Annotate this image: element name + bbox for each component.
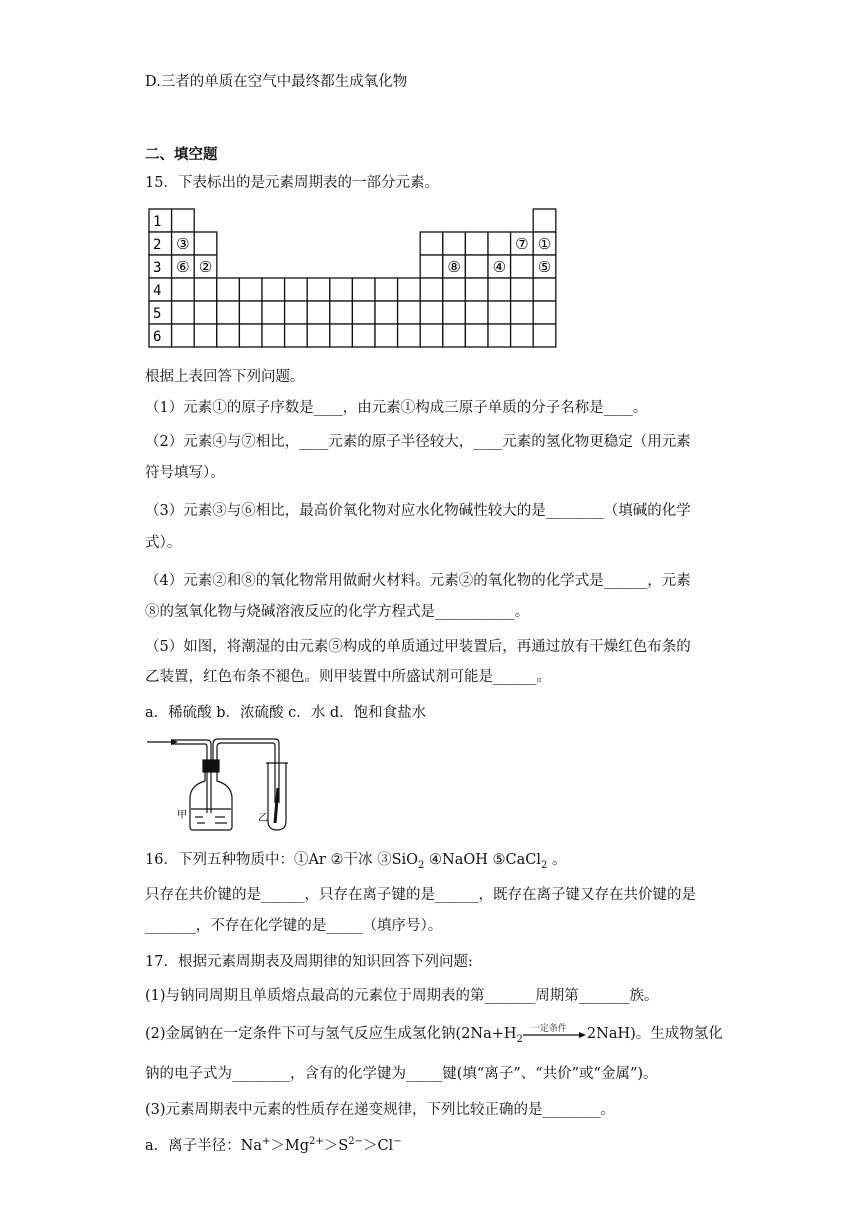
- table-cell: [217, 301, 240, 324]
- q17-sub2-line2: 钠的电子式为________，含有的化学键为_____键(填“离子”、“共价”或“金属”)。: [145, 1066, 658, 1082]
- table-cell: [352, 324, 375, 347]
- section-title: 二、填空题: [145, 146, 218, 163]
- table-cell: [465, 255, 488, 278]
- element-mark: ⑤: [537, 258, 552, 276]
- table-cell: [330, 301, 353, 324]
- table-cell: [194, 301, 217, 324]
- opt-a-prefix: a．离子半径：Na: [145, 1138, 262, 1154]
- q15-intro: 根据上表回答下列问题。: [145, 369, 305, 385]
- table-cell: [443, 232, 466, 255]
- q16-stem-end: 。: [547, 852, 567, 868]
- q15-sub5-line2: 乙装置，红色布条不褪色。则甲装置中所盛试剂可能是______。: [145, 669, 551, 685]
- table-cell: [194, 324, 217, 347]
- table-cell: [239, 278, 262, 301]
- table-cell: [420, 255, 443, 278]
- table-cell: [239, 324, 262, 347]
- table-cell: [262, 278, 285, 301]
- table-cell: [239, 301, 262, 324]
- q15-sub3-line2: 式）。: [145, 535, 182, 551]
- q15-sub5-line1: （5）如图，将潮湿的由元素⑤构成的单质通过甲装置后，再通过放有干燥红色布条的: [145, 639, 691, 655]
- table-cell: [511, 301, 534, 324]
- element-mark: ④: [492, 258, 507, 276]
- table-cell: [262, 324, 285, 347]
- opt-a-s: ＞S: [323, 1138, 349, 1154]
- table-cell: [488, 324, 511, 347]
- element-mark: ⑥: [176, 258, 190, 276]
- period-label: 5: [153, 306, 162, 322]
- table-cell: [488, 301, 511, 324]
- q17-sub2-prefix: (2)金属钠在一定条件下可与氢气反应生成氢化钠(2Na+H: [145, 1026, 517, 1042]
- table-cell: [465, 232, 488, 255]
- table-cell: [488, 278, 511, 301]
- arrow-condition-label: 一定条件: [530, 1024, 567, 1034]
- q17-option-a: [145, 1135, 402, 1157]
- table-cell: [488, 232, 511, 255]
- table-cell: [443, 278, 466, 301]
- element-mark: ⑦: [515, 235, 529, 253]
- table-cell: [172, 209, 195, 232]
- table-cell: [420, 324, 443, 347]
- q16-stem-prefix: 16．下列五种物质中：①Ar ②干冰 ③SiO: [145, 852, 419, 868]
- period-label: 1: [153, 214, 162, 230]
- table-cell: [352, 278, 375, 301]
- periodic-table-figure: [145, 206, 557, 348]
- q15-sub2-line2: 符号填写）。: [145, 465, 225, 481]
- element-mark: ③: [176, 235, 190, 253]
- table-cell: [352, 301, 375, 324]
- q16-stem-mid: ④NaOH ⑤CaCl: [424, 852, 541, 868]
- table-cell: [533, 209, 556, 232]
- element-mark: ⑧: [447, 258, 461, 276]
- period-label: 2: [153, 237, 162, 253]
- table-cell: [194, 278, 217, 301]
- table-cell: [285, 278, 308, 301]
- table-cell: [511, 324, 534, 347]
- table-cell: [420, 301, 443, 324]
- q16-cacl2-subscript: 2: [540, 859, 548, 871]
- q15-sub2-line1: （2）元素④与⑦相比，____元素的原子半径较大，____元素的氢化物更稳定（用元素: [145, 434, 691, 450]
- table-cell: [420, 278, 443, 301]
- table-cell: [465, 301, 488, 324]
- table-cell: [533, 324, 556, 347]
- apparatus-label-yi: 乙: [258, 813, 268, 824]
- table-cell: [420, 232, 443, 255]
- q16-line2: 只存在共价键的是______，只存在离子键的是______，既存在离子键又存在共价键的是: [145, 887, 696, 903]
- mg-charge: 2+: [309, 1136, 324, 1148]
- q17-sub3: (3)元素周期表中元素的性质存在递变规律，下列比较正确的是________。: [145, 1102, 616, 1118]
- table-cell: [172, 324, 195, 347]
- table-cell: [443, 301, 466, 324]
- period-label: 4: [153, 283, 162, 299]
- q17-sub2-line1: [145, 1023, 723, 1045]
- element-mark: ②: [198, 258, 213, 276]
- q16-stem: [145, 849, 566, 871]
- q15-options: a．稀硫酸 b．浓硫酸 c．水 d．饱和食盐水: [145, 705, 427, 721]
- table-cell: [398, 278, 421, 301]
- table-cell: [375, 301, 398, 324]
- table-cell: [285, 324, 308, 347]
- q16-line3: _______，不存在化学键的是_____（填序号）。: [145, 918, 443, 934]
- q15-sub4-line2: ⑧的氢氧化物与烧碱溶液反应的化学方程式是___________。: [145, 604, 530, 620]
- reaction-arrow: [523, 1024, 587, 1041]
- h2-subscript: 2: [516, 1033, 523, 1045]
- q17-sub1: (1)与钠同周期且单质熔点最高的元素位于周期表的第_______周期第_______族。: [145, 988, 659, 1004]
- table-cell: [307, 278, 330, 301]
- q16-sio2-subscript: 2: [418, 859, 425, 871]
- table-cell: [172, 278, 195, 301]
- na-charge: +: [261, 1136, 271, 1148]
- q15-stem: 15．下表标出的是元素周期表的一部分元素。: [145, 175, 439, 191]
- table-cell: [533, 301, 556, 324]
- q15-sub4-line1: （4）元素②和⑧的氧化物常用做耐火材料。元素②的氧化物的化学式是______，元素: [145, 573, 691, 589]
- table-cell: [511, 255, 534, 278]
- table-cell: [217, 278, 240, 301]
- table-cell: [262, 301, 285, 324]
- table-cell: [330, 324, 353, 347]
- q17-sub2-suffix: 2NaH)。生成物氢化: [586, 1026, 723, 1042]
- s-charge: 2−: [348, 1136, 363, 1148]
- table-cell: [511, 278, 534, 301]
- q14-option-d: D.三者的单质在空气中最终都生成氧化物: [145, 74, 408, 90]
- element-mark: ①: [537, 235, 552, 253]
- opt-a-mg: ＞Mg: [270, 1138, 310, 1154]
- q15-sub1: （1）元素①的原子序数是____，由元素①构成三原子单质的分子名称是____。: [145, 400, 648, 416]
- apparatus-label-jia: 甲: [177, 810, 187, 821]
- table-cell: [307, 301, 330, 324]
- gas-apparatus-figure: [145, 733, 305, 833]
- q17-stem: 17．根据元素周期表及周期律的知识回答下列问题:: [145, 954, 473, 970]
- period-label: 3: [153, 260, 162, 276]
- table-cell: [465, 278, 488, 301]
- period-label: 6: [153, 329, 162, 345]
- table-cell: [375, 324, 398, 347]
- cl-charge: −: [393, 1136, 402, 1148]
- table-cell: [533, 278, 556, 301]
- table-cell: [398, 301, 421, 324]
- opt-a-cl: ＞Cl: [362, 1138, 394, 1154]
- table-cell: [194, 232, 217, 255]
- table-cell: [465, 324, 488, 347]
- table-cell: [172, 301, 195, 324]
- table-cell: [285, 301, 308, 324]
- table-cell: [307, 324, 330, 347]
- table-cell: [375, 278, 398, 301]
- table-cell: [217, 324, 240, 347]
- q15-sub3-line1: （3）元素③与⑥相比，最高价氧化物对应水化物碱性较大的是________（填碱的化学: [145, 503, 691, 519]
- table-cell: [330, 278, 353, 301]
- table-cell: [443, 324, 466, 347]
- table-cell: [398, 324, 421, 347]
